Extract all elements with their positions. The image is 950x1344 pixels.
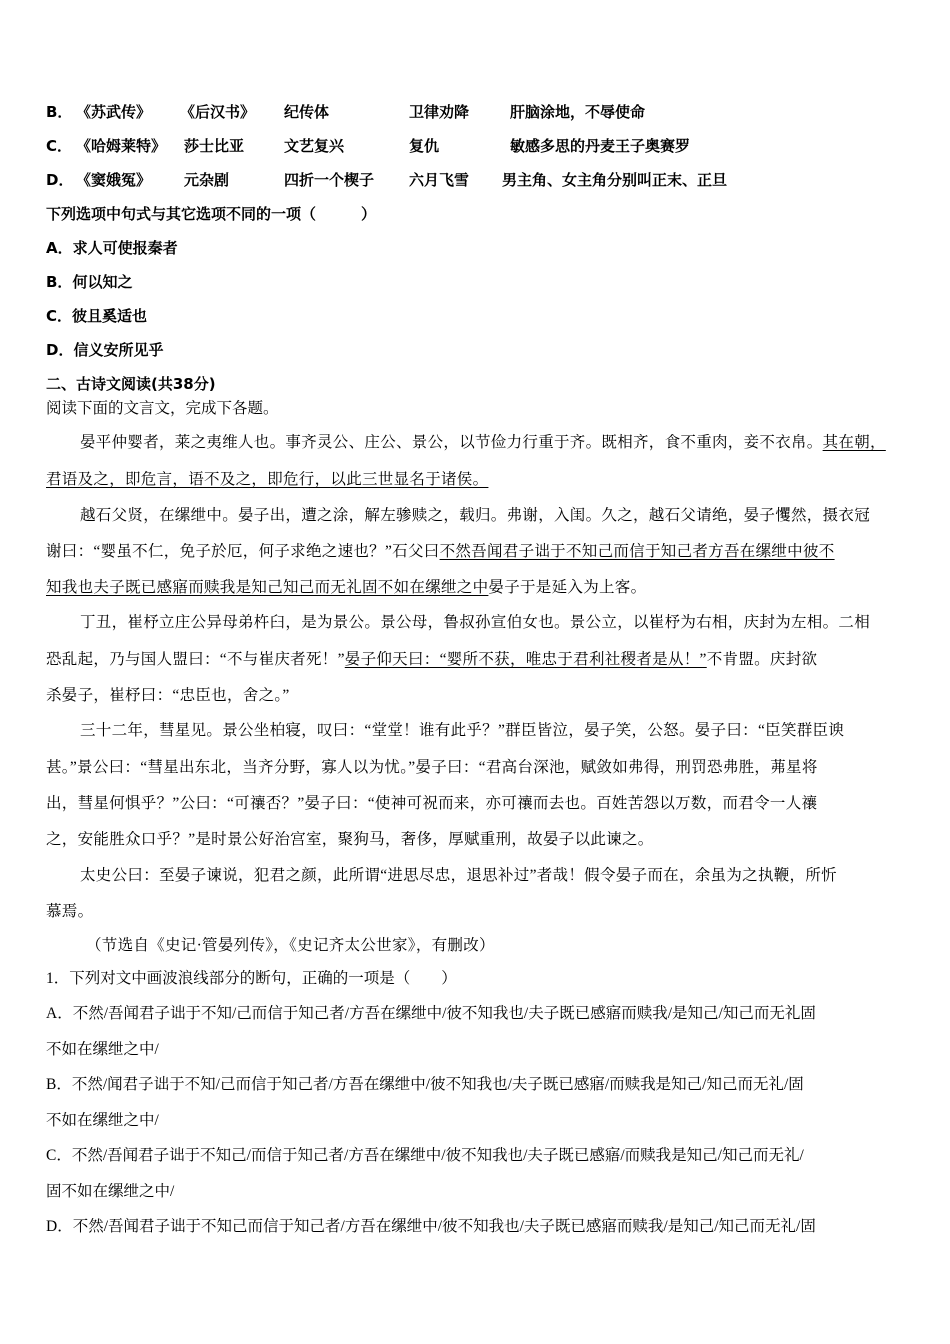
option-c [46, 306, 147, 326]
author: 元杂剧 [184, 171, 230, 189]
passage-line: 之，安能胜众口乎？”是时景公好治宫室，聚狗马，奢侈，厚赋重刑，故晏子以此谏之。 [46, 831, 654, 848]
genre: 纪传体 [284, 103, 330, 121]
option-c-cont: 固不如在缧绁之中/ [46, 1183, 175, 1200]
option-text: 彼且奚适也 [72, 307, 148, 325]
plot: 六月飞雪 [409, 171, 470, 189]
plot: 卫律劝降 [409, 103, 470, 121]
option-a [46, 238, 178, 258]
genre: 文艺复兴 [284, 137, 345, 155]
passage-line: 慕焉。 [46, 903, 94, 920]
passage-line: 太史公曰：至晏子谏说，犯君之颜，此所谓“进思尽忠，退思补过”者哉！假令晏子而在，余虽为之执鞭，所忻 [80, 867, 837, 884]
option-letter: D． [46, 171, 74, 189]
option-d [46, 340, 163, 360]
work-title: 《哈姆莱特》 [76, 137, 167, 155]
passage-line [46, 470, 488, 490]
passage-text: 晏平仲婴者，莱之夷维人也。事齐灵公、庄公、景公，以节俭力行重于齐。既相齐，食不重肉，妾不衣帛。 [80, 434, 823, 451]
passage-line [46, 650, 817, 670]
question-stem: 下列选项中句式与其它选项不同的一项（ ） [46, 205, 377, 223]
section-instruction: 阅读下面的文言文，完成下各题。 [46, 400, 279, 417]
underlined-text: 晏子仰天曰：“婴所不获，唯忠于君利社稷者是从！” [344, 651, 707, 668]
passage-line: 出，彗星何惧乎？”公曰：“可禳否？”晏子曰：“使神可祝而来，亦可禳而去也。百姓苦怨以万数，而君令一人禳 [46, 795, 818, 812]
passage-line [80, 433, 886, 453]
option-text: 何以知之 [72, 273, 133, 291]
passage-line: 越石父贤，在缧绁中。晏子出，遭之涂，解左骖赎之，载归。弗谢，入闺。久之，越石父请绝，晏子戄然，摄衣冠 [80, 507, 871, 524]
option-c: C．不然/吾闻君子诎于不知己/而信于知己者/方吾在缧绁中/彼不知我也/夫子既已感寤/而赎我是知己/知己而无礼/ [46, 1147, 804, 1164]
passage-text: 谢曰：“婴虽不仁，免子於厄，何子求绝之速也？”石父曰 [46, 543, 440, 560]
option-letter: D． [46, 341, 74, 359]
passage-source: （节选自《史记·管晏列传》，《史记齐太公世家》，有删改） [86, 937, 495, 954]
option-letter: B． [46, 273, 73, 291]
work-title: 《窦娥冤》 [76, 171, 152, 189]
section-heading: 二、古诗文阅读(共38分) [46, 375, 216, 393]
theme: 肝脑涂地，不辱使命 [510, 103, 646, 121]
passage-line: 甚。”景公曰：“彗星出东北，当齐分野，寡人以为忧。”晏子曰：“君高台深池，赋敛如弗得，刑罚恐弗胜，茀星将 [46, 759, 818, 776]
option-text: 信义安所见乎 [73, 341, 164, 359]
passage-text: 不肯盟。庆封欲 [706, 651, 818, 668]
genre: 四折一个楔子 [284, 171, 375, 189]
option-letter: C． [46, 137, 73, 155]
underlined-text: 以此三世显名于诸侯。 [330, 471, 489, 488]
option-letter: A． [46, 239, 73, 257]
option-letter: B． [46, 103, 73, 121]
underlined-text: 君语及之，即危言，语不及之，即危行， [46, 471, 331, 488]
wavy-underlined-text: 不然吾闻君子诎于不知己而信于知己者方吾在缧绁中彼不 [439, 543, 835, 560]
theme: 男主角、女主角分别叫正末、正旦 [502, 171, 728, 189]
passage-line: 杀晏子，崔杼曰：“忠臣也，舍之。” [46, 687, 290, 704]
wavy-underlined-text: 知我也夫子既已感寤而赎我是知己知己而无礼固不如在缧绁之中 [46, 579, 489, 596]
option-b: B．不然/闻君子诎于不知/己而信于知己者/方吾在缧绁中/彼不知我也/夫子既已感寤/而赎我是知己/知己而无礼/固 [46, 1076, 804, 1093]
question-stem: 1．下列对文中画波浪线部分的断句，正确的一项是（ ） [46, 970, 457, 987]
passage-text: 恐乱起，乃与国人盟曰：“不与崔庆者死！” [46, 651, 345, 668]
author: 《后汉书》 [180, 103, 256, 121]
option-b [46, 272, 132, 292]
author: 莎士比亚 [184, 137, 245, 155]
option-d: D．不然/吾闻君子诎于不知己而信于知己者/方吾在缧绁中/彼不知我也/夫子既已感寤而赎我/是知己/知己而无礼/固 [46, 1218, 816, 1235]
option-letter: C． [46, 307, 73, 325]
passage-line: 三十二年，彗星见。景公坐柏寝，叹曰：“堂堂！谁有此乎？”群臣皆泣，晏子笑，公怒。晏子曰：“臣笑群臣谀 [80, 722, 845, 739]
passage-line: 丁丑，崔杼立庄公异母弟杵臼，是为景公。景公母，鲁叔孙宣伯女也。景公立，以崔杼为右相，庆封为左相。二相 [80, 614, 871, 631]
passage-line [46, 542, 835, 562]
underlined-text: 其在朝， [822, 434, 886, 451]
passage-line [46, 578, 646, 598]
passage-text: 晏子于是延入为上客。 [488, 579, 647, 596]
option-b-cont: 不如在缧绁之中/ [46, 1112, 159, 1129]
option-a: A．不然/吾闻君子诎于不知/己而信于知己者/方吾在缧绁中/彼不知我也/夫子既已感寤而赎我/是知己/知己而无礼固 [46, 1005, 816, 1022]
option-a-cont: 不如在缧绁之中/ [46, 1041, 159, 1058]
theme: 敏感多思的丹麦王子奥赛罗 [510, 137, 691, 155]
work-title: 《苏武传》 [76, 103, 152, 121]
plot: 复仇 [409, 137, 440, 155]
option-text: 求人可使报秦者 [72, 239, 178, 257]
